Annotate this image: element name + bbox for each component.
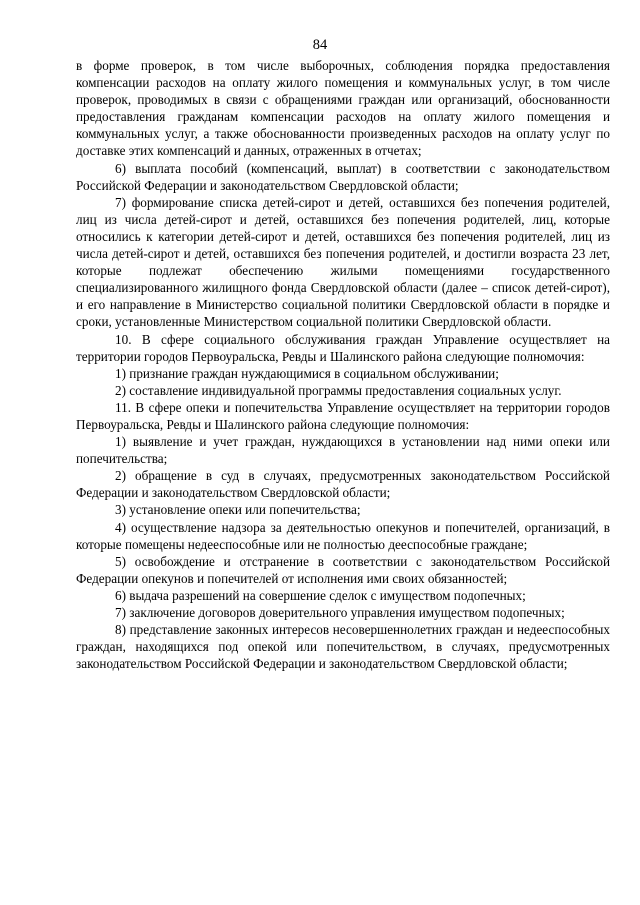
paragraph-11-item-6: 6) выдача разрешений на совершение сделок с имуществом подопечных;: [115, 587, 526, 603]
page-number: 84: [312, 37, 328, 53]
paragraph-11-item-1: 1) выявление и учет граждан, нуждающихся в установлении над ними опеки или попечительства;: [76, 434, 610, 467]
paragraph-continuation: в форме проверок, в том числе выборочных, соблюдения порядка предоставления компенсации расходов на оплату жилого помещения и коммунальных услуг, в том числе проверок, проводимых в связи с обращениями граждан или организаций, обоснованности предоставления гражданам компенсации расходов на оплату жилого помещения и коммунальных услуг, а также обоснованности произведенных расходов на оплату услуг по доставке этих компенсаций и данных, отраженных в отчетах;: [76, 58, 610, 159]
paragraph-11-item-8: 8) представление законных интересов несовершеннолетних граждан и недееспособных граждан, находящихся под опекой или попечительством, в случаях, предусмотренных законодательством Российской Федерации и законодательством Свердловской области;: [76, 622, 610, 672]
paragraph-11-item-3: 3) установление опеки или попечительства;: [115, 502, 361, 518]
paragraph-11-item-7: 7) заключение договоров доверительного управления имуществом подопечных;: [115, 605, 565, 620]
paragraph-item-6-benefits: 6) выплата пособий (компенсаций, выплат) в соответствии с законодательством Российской Федерации и законодательством Свердловской области;: [76, 160, 610, 193]
paragraph-section-10: 10. В сфере социального обслуживания граждан Управление осуществляет на территории городов Первоуральска, Ревды и Шалинского района следующие полномочия:: [76, 331, 610, 364]
paragraph-11-item-2: 2) обращение в суд в случаях, предусмотренных законодательством Российской Федерации и законодательством Свердловской области;: [76, 468, 610, 501]
paragraph-11-item-5: 5) освобождение и отстранение в соответствии с законодательством Российской Федерации опекунов и попечителей от исполнения ими своих обязанностей;: [76, 553, 610, 586]
paragraph-10-item-2: 2) составление индивидуальной программы предоставления социальных услуг.: [115, 382, 562, 398]
document-body: [76, 57, 610, 672]
paragraph-section-11: 11. В сфере опеки и попечительства Управление осуществляет на территории городов Первоуральска, Ревды и Шалинского района следующие полномочия:: [76, 399, 610, 432]
paragraph-11-item-4: 4) осуществление надзора за деятельностью опекунов и попечителей, организаций, в которые помещены недееспособные или не полностью дееспособные граждане;: [76, 519, 610, 552]
paragraph-10-item-1: 1) признание граждан нуждающимися в социальном обслуживании;: [115, 365, 499, 381]
paragraph-item-7-orphans-list: 7) формирование списка детей-сирот и детей, оставшихся без попечения родителей, лиц из числа детей-сирот и детей, оставшихся без попечения родителей, лиц, которые относились к категории детей-сирот и детей, оставшихся без попечения родителей, лиц из числа детей-сирот и детей, оставшихся без попечения родителей, и достигли возраста 23 лет, которые подлежат обеспечению жилыми помещениями государственного специализированного жилищного фонда Свердловской области (далее – список детей-сирот), и его направление в Министерство социальной политики Свердловской области в порядке и сроки, установленные Министерством социальной политики Свердловской области.: [76, 194, 610, 330]
